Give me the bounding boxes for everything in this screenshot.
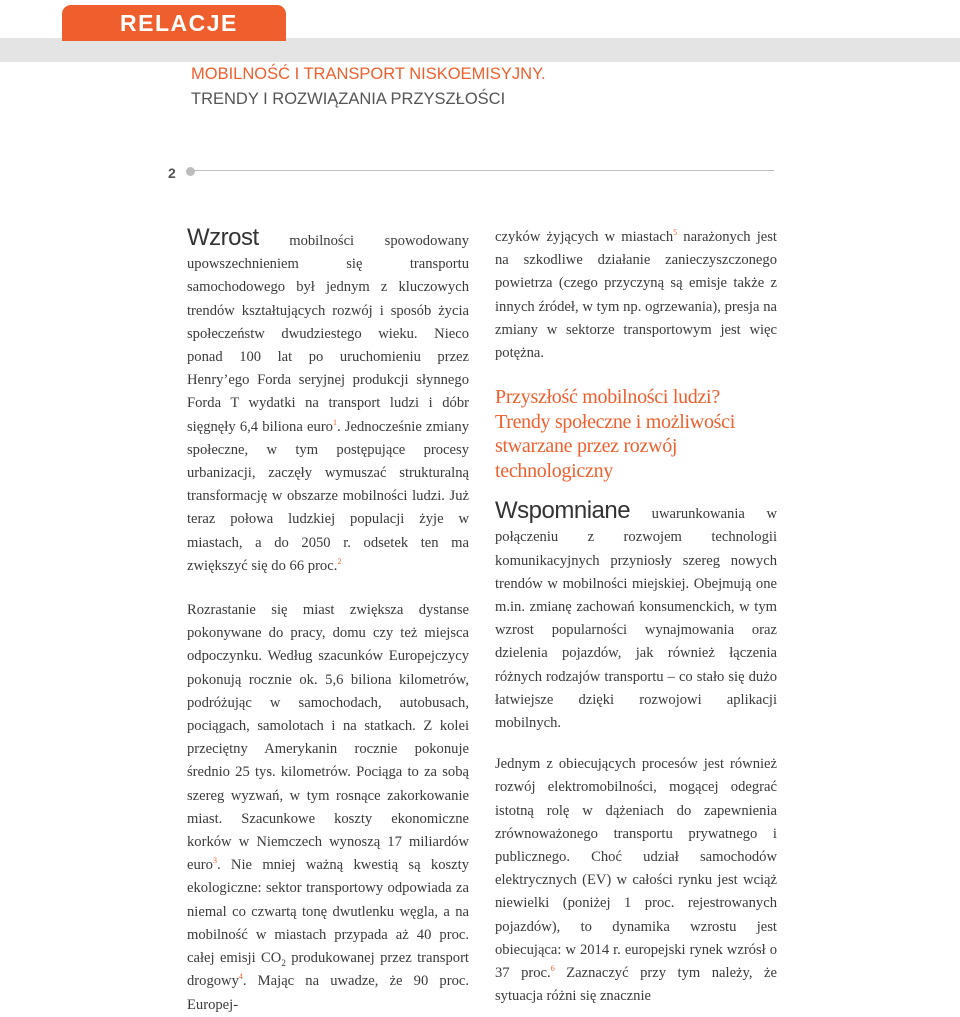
subscript: 2 <box>281 958 286 968</box>
intro-paragraph: Wzrost mobilności spowodowany upowszechnieniem się transportu samochodowego był jednym z kluczowych trendów kształtujących rozwój i sposób życia społeczeństw dwudziestego wieku. Nieco ponad 100 lat po uruchomieniu przez Henry’ego Forda seryjnej produkcji słynnego Forda T wydatki na transport ludzi i dóbr sięgnęły 6,4 biliona euro$^1$. Jednocześnie zmiany społeczne, w tym postępujące procesy urbanizacji, zaczęły wymuszać strukturalną transformację w obszarze mobilności ludzi. Już teraz połowa ludzkiej populacji żyje w miastach, a do 2050 r. odsetek ten ma zwiększyć się do 66 proc.$^2$ <box>187 224 469 574</box>
footnote-ref: 2 <box>337 556 342 566</box>
section-tab-label: RELACJE <box>120 10 238 36</box>
body-paragraph: Rozrastanie się miast zwiększa dystanse pokonywane do pracy, domu czy też miejsca odpoczynku. Według szacunków Europejczycy pokonują rocznie ok. 5,6 biliona kilometrów, podróżując w samochodach, autobusach, pociągach, samolotach i na statkach. Z kolei przeciętny Amerykanin rocznie pokonuje średnio 25 tys. kilometrów. Pociąga to za sobą szereg wyzwań, w tym rosnące zakorkowanie miast. Szacunkowe koszty ekonomiczne korków w Niemczech wynoszą 17 miliardów euro$^3$. Nie mniej ważną kwestią są koszty ekologiczne: sektor transportowy odpowiada za niemal co czwartą tonę dwutlenku węgla, a na mobilność w miastach przypada aż 40 proc. całej emisji $CO_2$ produkowanej przez transport drogowy$^4$. Mając na uwadze, że 90 proc. Europej- <box>187 602 469 1013</box>
right-column <box>495 226 777 1008</box>
header-divider <box>194 170 774 171</box>
lead-word: Wzrost <box>187 224 259 251</box>
footnote-ref: 4 <box>238 972 243 982</box>
lead-word: Wspomniane <box>495 497 631 525</box>
body-paragraph: Wspomniane uwarunkowania w połączeniu z rozwojem technologii komunikacyjnych przyniosły szereg nowych trendów w mobilności miejskiej. Obejmują one m.in. zmianę zachowań konsumenckich, w tym wzrost popularności wynajmowania oraz dzielenia pojazdów, jak również łączenia różnych rodzajów transportu – co stało się dużo łatwiejsze dzięki rozwojowi aplikacji mobilnych. <box>495 497 777 732</box>
body-paragraph: czyków żyjących w miastach$^5$ narażonych jest na szkodliwe działanie zanieczyszczonego powietrza (czego przyczyną są emisje także z innych źródeł, w tym np. ogrzewania), presja na zmiany w sektorze transportowym jest więc potężna. <box>495 228 777 362</box>
footnote-ref: 3 <box>212 856 217 866</box>
section-tab <box>62 5 286 41</box>
header-title-line1: MOBILNOŚĆ I TRANSPORT NISKOEMISYJNY. <box>191 65 546 83</box>
footnote-ref: 6 <box>550 964 555 974</box>
page-number: 2 <box>168 165 176 181</box>
left-column <box>187 226 469 1017</box>
page-marker-dot <box>186 167 195 176</box>
header-title-line2: TRENDY I ROZWIĄZANIA PRZYSZŁOŚCI <box>191 90 506 108</box>
section-subheading: Przyszłość mobilności ludzi? Trendy społeczne i możliwości stwarzane przez rozwój technologiczny <box>495 386 735 482</box>
section-bar <box>0 38 960 62</box>
body-paragraph: Jednym z obiecujących procesów jest również rozwój elektromobilności, mogącej odegrać istotną rolę w dążeniach do zapewnienia zrównoważonego transportu prywatnego i publicznego. Choć udział samochodów elektrycznych (EV) w całości rynku jest wciąż niewielki (poniżej 1 proc. rejestrowanych pojazdów), to dynamika wzrostu jest obiecująca: w 2014 r. europejski rynek wzrósł o 37 proc.$^6$ Zaznaczyć przy tym należy, że sytuacja różni się znacznie <box>495 756 777 1005</box>
footnote-ref: 1 <box>332 417 337 427</box>
footnote-ref: 5 <box>673 228 678 238</box>
